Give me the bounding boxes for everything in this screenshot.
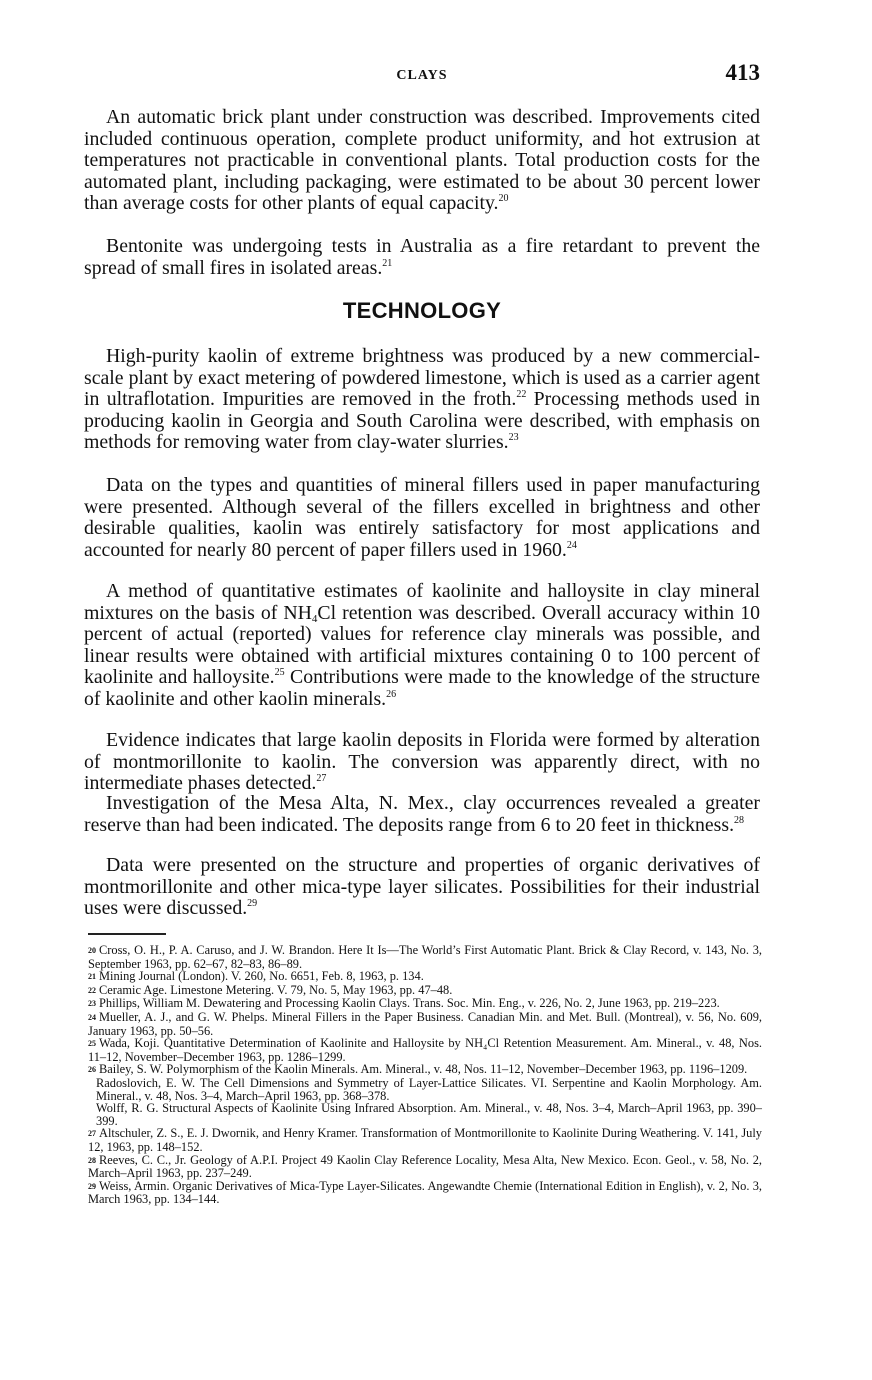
footnote-text: Bailey, S. W. Polymorphism of the Kaolin Minerals. Am. Mineral., v. 48, Nos. 11–12, November–December 1963, pp. 1196–1209. [99, 1062, 748, 1077]
footnote [88, 1063, 762, 1077]
footnote [88, 970, 762, 984]
paragraph-text: Cl retention was described. Overall accuracy within 10 percent of actual (reported) values for reference clay minerals was possible, and linear results were obtained with artificial mixtures containing 0 to 100 percent of kaolinite and halloysite. [84, 601, 760, 689]
footnote-text: Mining Journal (London). V. 260, No. 6651, Feb. 8, 1963, p. 134. [99, 969, 424, 984]
paragraph-text: High-purity kaolin of extreme brightness was produced by a new commercial-scale plant by exact metering of powdered limestone, which is used as a carrier agent in ultraflotation. Impurities are removed in the froth. [84, 345, 760, 411]
footnote [88, 1127, 762, 1153]
paragraph [84, 236, 760, 279]
paragraph [84, 581, 760, 711]
footnote-ref: 24 [566, 539, 577, 551]
footnote-text: Weiss, Armin. Organic Derivatives of Mica-Type Layer-Silicates. Angewandte Chemie (International Edition in English), v. 2, No. 3, March 1963, pp. 134–144. [88, 1178, 762, 1207]
paragraph [84, 346, 760, 454]
paragraph [84, 730, 760, 795]
paragraph [84, 475, 760, 561]
footnote-ref: 27 [316, 773, 327, 785]
footnote [88, 1102, 762, 1127]
paragraph [84, 793, 760, 836]
footnote-number: 27 [88, 1129, 96, 1139]
footnote-text: Phillips, William M. Dewatering and Processing Kaolin Clays. Trans. Soc. Min. Eng., v. 226, No. 2, June 1963, pp. 219–223. [99, 996, 720, 1011]
footnote-ref: 29 [247, 898, 258, 910]
footnote [88, 997, 762, 1011]
paragraph-text: A method of quantitative estimates of kaolinite and halloysite in clay mineral mixtures on the basis of NH [84, 580, 760, 624]
footnote-text: Ceramic Age. Limestone Metering. V. 79, No. 5, May 1963, pp. 47–48. [99, 982, 453, 997]
footnote-number: 22 [88, 985, 96, 995]
paragraph-text: Evidence indicates that large kaolin deposits in Florida were formed by alteration of montmorillonite to kaolin. The conversion was apparently direct, with no intermediate phases detected. [84, 729, 760, 795]
paragraph-text: Processing methods used in producing kaolin in Georgia and South Carolina were described, with emphasis on methods for removing water from clay-water slurries. [84, 388, 760, 454]
footnote-text: Cross, O. H., P. A. Caruso, and J. W. Brandon. Here It Is—The World’s First Automatic Plant. Brick & Clay Record, v. 143, No. 3, September 1963, pp. 62–67, 82–83, 86–89. [88, 943, 762, 971]
footnote-text: Mueller, A. J., and G. W. Phelps. Mineral Fillers in the Paper Business. Canadian Min. and Met. Bull. (Montreal), v. 56, No. 609, January 1963, pp. 50–56. [88, 1009, 762, 1038]
footnote-number: 20 [88, 946, 96, 955]
footnote [88, 1011, 762, 1037]
footnote-number: 23 [88, 999, 96, 1009]
footnote-number: 21 [88, 972, 96, 982]
footnote-ref: 28 [734, 814, 745, 826]
paragraph-text: Data were presented on the structure and properties of organic derivatives of montmorillonite and other mica-type layer silicates. Possibilities for their industrial uses were discussed. [84, 854, 760, 920]
footnote [88, 1154, 762, 1180]
footnote-ref: 26 [386, 688, 397, 700]
footnote-text: Wada, Koji. Quantitative Determination of Kaolinite and Halloysite by NH₄Cl Retention Measurement. Am. Mineral., v. 48, Nos. 11–12, November–December 1963, pp. 1286–1299. [88, 1036, 762, 1064]
footnote-text: Radoslovich, E. W. The Cell Dimensions and Symmetry of Layer-Lattice Silicates. VI. Serpentine and Kaolin Morphology. Am. Mineral., v. 48, Nos. 3–4, March–April 1963, pp. 368–378. [96, 1075, 762, 1103]
footnote-number: 29 [88, 1181, 96, 1191]
page-number: 413 [725, 60, 760, 85]
section-heading: TECHNOLOGY [342, 298, 502, 323]
footnote-text: Altschuler, Z. S., E. J. Dwornik, and Henry Kramer. Transformation of Montmorillonite to Kaolinite During Weathering. V. 141, July 12, 1963, pp. 148–152. [88, 1126, 762, 1154]
footnote-number: 28 [88, 1155, 96, 1165]
footnote-ref: 21 [382, 257, 393, 269]
footnote-number: 24 [88, 1012, 96, 1022]
footnote-ref: 23 [508, 432, 519, 444]
footnote-ref: 22 [516, 389, 527, 401]
footnote-number: 26 [88, 1065, 96, 1075]
paragraph-text: Investigation of the Mesa Alta, N. Mex., clay occurrences revealed a greater reserve than had been indicated. The deposits range from 6 to 20 feet in thickness. [84, 792, 760, 836]
footnote-ref: 25 [274, 667, 285, 679]
paragraph [84, 855, 760, 920]
footnote [88, 1077, 762, 1102]
footnote-divider [88, 933, 166, 935]
paragraph [84, 107, 760, 215]
running-head-title: CLAYS [396, 68, 448, 83]
footnote-text: Wolff, R. G. Structural Aspects of Kaolinite Using Infrared Absorption. Am. Mineral., v. 48, Nos. 3–4, March–April 1963, pp. 390–399. [96, 1101, 762, 1128]
footnotes-section [88, 944, 762, 1206]
subscript: 4 [311, 612, 318, 625]
footnote-ref: 20 [498, 193, 509, 205]
paragraph-text: An automatic brick plant under construction was described. Improvements cited included continuous operation, complete product uniformity, and hot extrusion at temperatures not practicable in conventional plants. Total production costs for the automated plant, including packaging, were estimated to be about 30 percent lower than average costs for other plants of equal capacity. [84, 106, 760, 215]
footnote [88, 1037, 762, 1063]
paragraph-text: Contributions were made to the knowledge of the structure of kaolinite and other kaolin minerals. [84, 666, 760, 710]
paragraph-text: Bentonite was undergoing tests in Australia as a fire retardant to prevent the spread of small fires in isolated areas. [84, 235, 760, 279]
paragraph-text: Data on the types and quantities of mineral fillers used in paper manufacturing were presented. Although several of the fillers excelled in brightness and other desirable qualities, kaolin was entirely satisfactory for most applications and accounted for nearly 80 percent of paper fillers used in 1960. [84, 474, 760, 561]
running-header [84, 60, 760, 92]
footnote-text: Reeves, C. C., Jr. Geology of A.P.I. Project 49 Kaolin Clay Reference Locality, Mesa Alta, New Mexico. Econ. Geol., v. 58, No. 2, March–April 1963, pp. 237–249. [88, 1152, 762, 1181]
footnote-number: 25 [88, 1039, 96, 1049]
footnote [88, 1180, 762, 1206]
footnote [88, 984, 762, 998]
footnote [88, 944, 762, 970]
